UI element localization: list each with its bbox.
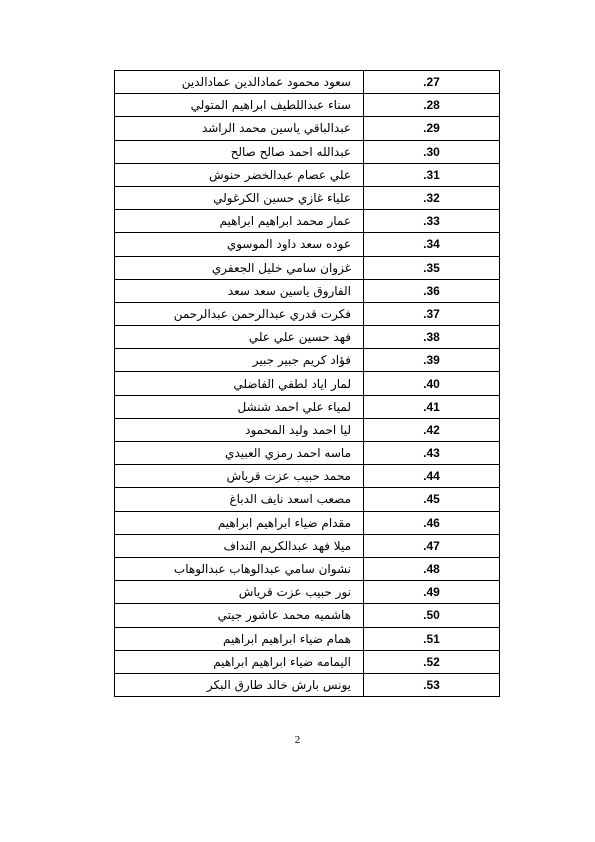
table-row <box>115 442 500 465</box>
name-cell: سعود محمود عمادالدين عمادالدين <box>115 71 364 94</box>
number-cell: .46 <box>364 511 500 534</box>
names-table <box>114 70 500 697</box>
table-row <box>115 534 500 557</box>
table-row <box>115 210 500 233</box>
number-cell: .31 <box>364 163 500 186</box>
number-cell: .50 <box>364 604 500 627</box>
number-cell: .45 <box>364 488 500 511</box>
name-cell: عوده سعد داود الموسوي <box>115 233 364 256</box>
page-number: 2 <box>294 734 301 746</box>
number-cell: .28 <box>364 94 500 117</box>
table-row <box>115 581 500 604</box>
table-row <box>115 186 500 209</box>
name-cell: عبدالباقي ياسين محمد الراشد <box>115 117 364 140</box>
table-row <box>115 326 500 349</box>
number-cell: .52 <box>364 650 500 673</box>
table-row <box>115 279 500 302</box>
number-cell: .34 <box>364 233 500 256</box>
number-cell: .36 <box>364 279 500 302</box>
number-cell: .44 <box>364 465 500 488</box>
name-cell: محمد حبيب عزت قرياش <box>115 465 364 488</box>
name-cell: نور حبيب عزت قرياش <box>115 581 364 604</box>
table-row <box>115 465 500 488</box>
name-cell: ميلا فهد عبدالكريم النداف <box>115 534 364 557</box>
table-row <box>115 673 500 696</box>
name-cell: اليمامه ضياء ابراهيم ابراهيم <box>115 650 364 673</box>
number-cell: .41 <box>364 395 500 418</box>
table-row <box>115 349 500 372</box>
name-cell: عمار محمد ابراهيم ابراهيم <box>115 210 364 233</box>
number-cell: .43 <box>364 442 500 465</box>
table-row <box>115 117 500 140</box>
table-row <box>115 418 500 441</box>
number-cell: .53 <box>364 673 500 696</box>
table-row <box>115 233 500 256</box>
name-cell: فكرت قدري عبدالرحمن عبدالرحمن <box>115 302 364 325</box>
number-cell: .40 <box>364 372 500 395</box>
table-row <box>115 511 500 534</box>
table-row <box>115 627 500 650</box>
name-cell: علي عصام عبدالخضر حنوش <box>115 163 364 186</box>
number-cell: .51 <box>364 627 500 650</box>
table-row <box>115 488 500 511</box>
name-cell: هاشميه محمد عاشور جيتي <box>115 604 364 627</box>
table-row <box>115 557 500 580</box>
name-cell: مصعب اسعد نايف الدباغ <box>115 488 364 511</box>
name-cell: نشوان سامي عبدالوهاب عبدالوهاب <box>115 557 364 580</box>
table-row <box>115 302 500 325</box>
number-cell: .42 <box>364 418 500 441</box>
table-row <box>115 395 500 418</box>
number-cell: .30 <box>364 140 500 163</box>
names-table-body <box>115 71 500 697</box>
number-cell: .32 <box>364 186 500 209</box>
table-row <box>115 94 500 117</box>
table-row <box>115 140 500 163</box>
number-cell: .38 <box>364 326 500 349</box>
table-row <box>115 650 500 673</box>
name-cell: ماسه احمد رمزي العبيدي <box>115 442 364 465</box>
number-cell: .35 <box>364 256 500 279</box>
name-cell: همام ضياء ابراهيم ابراهيم <box>115 627 364 650</box>
number-cell: .37 <box>364 302 500 325</box>
number-cell: .33 <box>364 210 500 233</box>
number-cell: .49 <box>364 581 500 604</box>
number-cell: .29 <box>364 117 500 140</box>
name-cell: غزوان سامي خليل الجعفري <box>115 256 364 279</box>
name-cell: مقدام ضياء ابراهيم ابراهيم <box>115 511 364 534</box>
name-cell: علياء غازي حسين الكرغولي <box>115 186 364 209</box>
name-cell: يونس بارش خالد طارق البكر <box>115 673 364 696</box>
number-cell: .47 <box>364 534 500 557</box>
name-cell: الفاروق ياسين سعد سعد <box>115 279 364 302</box>
name-cell: ليا احمد وليد المحمود <box>115 418 364 441</box>
name-cell: فؤاد كريم جبير جبير <box>115 349 364 372</box>
number-cell: .39 <box>364 349 500 372</box>
number-cell: .27 <box>364 71 500 94</box>
table-row <box>115 71 500 94</box>
name-cell: لمياء علي احمد شنشل <box>115 395 364 418</box>
name-cell: عبدالله احمد صالح صالح <box>115 140 364 163</box>
number-cell: .48 <box>364 557 500 580</box>
table-row <box>115 256 500 279</box>
name-cell: سناء عبداللطيف ابراهيم المتولي <box>115 94 364 117</box>
table-row <box>115 604 500 627</box>
table-row <box>115 163 500 186</box>
name-cell: لمار اياد لطفي الفاضلي <box>115 372 364 395</box>
table-row <box>115 372 500 395</box>
name-cell: فهد حسين علي علي <box>115 326 364 349</box>
